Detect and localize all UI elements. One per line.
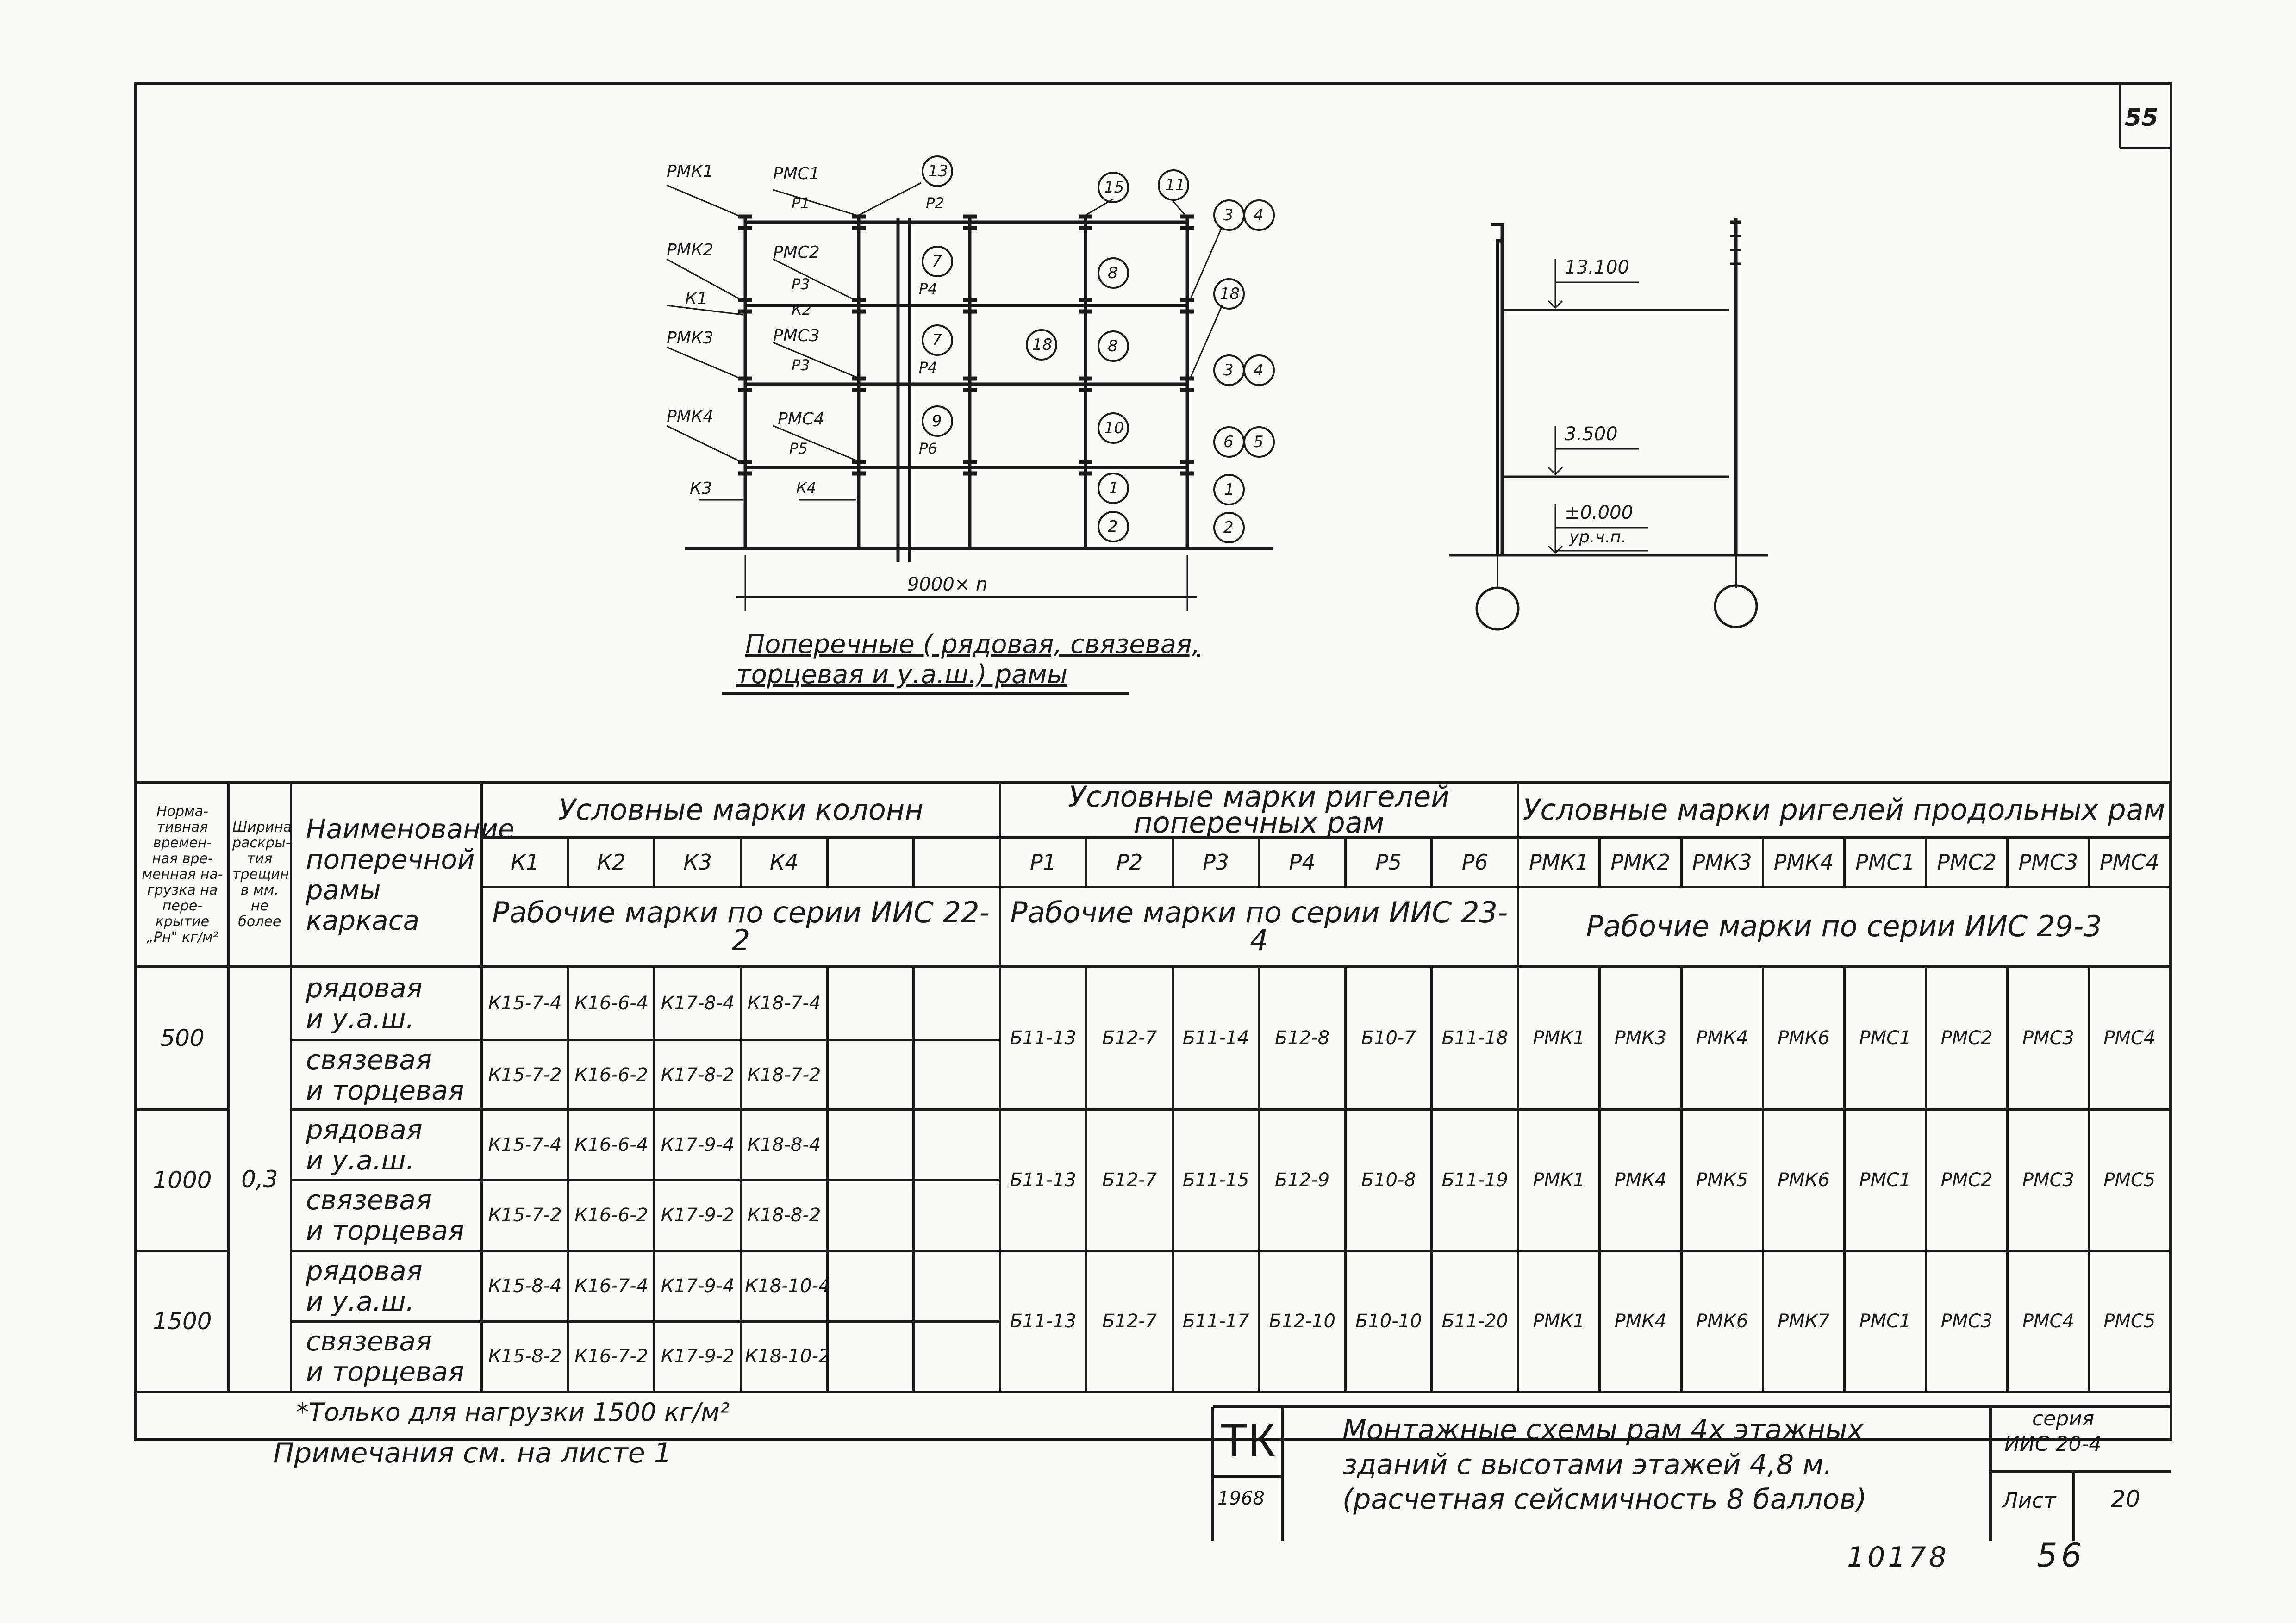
mark-k1: К1	[482, 837, 568, 887]
header-load: Норма-тивная времен-ная вре-менная на-грузка на пере-крытие „Рн" кг/м²	[137, 783, 229, 967]
table-cell: Б11-15	[1173, 1110, 1259, 1251]
label-r3-b: Р3	[792, 356, 810, 374]
table-cell: К16-7-4	[568, 1251, 655, 1321]
table-cell: К16-6-4	[568, 967, 655, 1040]
table-cell: К16-7-2	[568, 1321, 655, 1392]
title-line1: Монтажные схемы рам 4х этажных	[1342, 1414, 1864, 1446]
circle-3b: 3	[1223, 361, 1234, 379]
table-cell: К17-8-2	[655, 1040, 741, 1109]
label-rms1: РМС1	[773, 164, 820, 183]
table-cell: РМС1	[1844, 1251, 1926, 1392]
table-cell: Б11-19	[1432, 1110, 1518, 1251]
table-cell: К18-8-4	[741, 1110, 827, 1180]
mark-r2: Р2	[1086, 837, 1173, 887]
table-cell: РМК6	[1763, 967, 1844, 1110]
table-cell: Б11-13	[1000, 967, 1086, 1110]
header-column-marks: Условные марки колонн	[482, 783, 1000, 838]
table-cell: РМС1	[1844, 1110, 1926, 1251]
notes-reference: Примечания см. на листе 1	[273, 1437, 672, 1469]
mark-r5: Р5	[1345, 837, 1432, 887]
level-zero: ±0.000	[1565, 502, 1634, 523]
mark-empty-2	[914, 837, 1000, 887]
circle-13: 13	[928, 162, 948, 180]
frame-name: рядовая и у.а.ш.	[291, 1110, 482, 1180]
table-cell: Б12-8	[1259, 967, 1346, 1110]
table-cell: К18-10-4	[741, 1251, 827, 1321]
mark-rms2: РМС2	[1926, 837, 2008, 887]
table-cell	[827, 967, 914, 1040]
diagram-caption-line2: торцевая и у.а.ш.) рамы	[736, 659, 1068, 690]
table-cell: РМК3	[1600, 967, 1681, 1110]
table-cell: Б10-10	[1345, 1251, 1432, 1392]
table-cell: РМК6	[1763, 1110, 1844, 1251]
label-k4: К4	[796, 479, 817, 497]
table-cell: Б11-18	[1432, 967, 1518, 1110]
frame-name: связевая и торцевая	[291, 1321, 482, 1392]
table-cell: Б12-10	[1259, 1251, 1346, 1392]
mark-rms1: РМС1	[1844, 837, 1926, 887]
mark-r4: Р4	[1259, 837, 1346, 887]
load-1500: 1500	[137, 1251, 229, 1392]
table-cell: К18-8-2	[741, 1180, 827, 1250]
table-cell: К15-7-4	[482, 1110, 568, 1180]
label-k2: К2	[792, 301, 812, 318]
table-cell: Б12-7	[1086, 1110, 1173, 1251]
circle-4a: 4	[1254, 206, 1264, 224]
table-cell: РМС4	[2008, 1251, 2089, 1392]
mark-r1: Р1	[1000, 837, 1086, 887]
table-cell: РМК4	[1600, 1251, 1681, 1392]
table-cell: Б11-14	[1173, 967, 1259, 1110]
circle-15: 15	[1104, 178, 1124, 197]
table-cell	[914, 1110, 1000, 1180]
table-cell: РМК6	[1681, 1251, 1763, 1392]
mark-empty-1	[827, 837, 914, 887]
mark-k3: К3	[655, 837, 741, 887]
table-cell: РМС5	[2089, 1251, 2170, 1392]
table-cell	[827, 1180, 914, 1250]
table-cell: РМС3	[2008, 967, 2089, 1110]
circle-2a: 2	[1108, 517, 1118, 536]
frame-name: связевая и торцевая	[291, 1180, 482, 1250]
table-cell	[914, 1321, 1000, 1392]
mark-r6: Р6	[1432, 837, 1518, 887]
label-r1: Р1	[792, 194, 810, 212]
table-cell: РМК7	[1763, 1251, 1844, 1392]
header-cross-beam-marks: Условные марки ригелей поперечных рам	[1000, 783, 1518, 838]
mark-rmk3: РМК3	[1681, 837, 1763, 887]
circle-2b: 2	[1223, 518, 1234, 537]
table-cell: Б12-9	[1259, 1110, 1346, 1251]
table-cell: Б10-7	[1345, 967, 1432, 1110]
label-r3-a: Р3	[792, 275, 810, 293]
table-cell: Б12-7	[1086, 967, 1173, 1110]
table-cell	[827, 1321, 914, 1392]
table-cell: К17-8-4	[655, 967, 741, 1040]
mark-rmk2: РМК2	[1600, 837, 1681, 887]
table-cell: К17-9-4	[655, 1110, 741, 1180]
circle-18a: 18	[1032, 336, 1053, 354]
circle-7a: 7	[932, 252, 942, 271]
table-cell: К16-6-4	[568, 1110, 655, 1180]
table-cell: РМС1	[1844, 967, 1926, 1110]
frame-name: рядовая и у.а.ш.	[291, 967, 482, 1040]
circle-4b: 4	[1254, 361, 1264, 379]
level-ground-label: ур.ч.п.	[1569, 528, 1627, 547]
marks-table	[135, 781, 2171, 1393]
table-cell: РМК4	[1600, 1110, 1681, 1251]
header-crack-width: Ширина раскры-тия трещин в мм, не более	[229, 783, 291, 967]
table-cell: Б12-7	[1086, 1251, 1173, 1392]
table-cell: Б11-20	[1432, 1251, 1518, 1392]
circle-10: 10	[1104, 419, 1124, 437]
circle-1a: 1	[1109, 479, 1119, 497]
mark-r3: Р3	[1173, 837, 1259, 887]
table-cell: РМК1	[1518, 1110, 1600, 1251]
header-long-beam-marks: Условные марки ригелей продольных рам	[1518, 783, 2170, 838]
circle-18b: 18	[1220, 285, 1240, 303]
label-rms2: РМС2	[773, 243, 820, 262]
table-cell: К18-7-4	[741, 967, 827, 1040]
table-cell	[827, 1251, 914, 1321]
mark-rms3: РМС3	[2008, 837, 2089, 887]
mark-rmk4: РМК4	[1763, 837, 1844, 887]
level-13100: 13.100	[1565, 257, 1629, 278]
table-cell: РМК4	[1681, 967, 1763, 1110]
label-rmk3: РМК3	[667, 329, 714, 348]
circle-8a: 8	[1108, 264, 1118, 282]
label-k1: К1	[685, 289, 708, 308]
table-cell: Б10-8	[1345, 1110, 1432, 1251]
label-r5: Р5	[789, 440, 808, 457]
sheet-corner-number: 55	[2125, 104, 2159, 132]
table-cell: РМС4	[2089, 967, 2170, 1110]
circle-11: 11	[1165, 176, 1185, 194]
load-500: 500	[137, 967, 229, 1110]
level-3500: 3.500	[1565, 423, 1618, 445]
table-cell: К17-9-2	[655, 1180, 741, 1250]
circle-1b: 1	[1224, 480, 1235, 499]
table-cell: РМС3	[2008, 1110, 2089, 1251]
frame-name: рядовая и у.а.ш.	[291, 1251, 482, 1321]
table-cell: Б11-17	[1173, 1251, 1259, 1392]
mark-rms4: РМС4	[2089, 837, 2170, 887]
table-cell: К18-10-2	[741, 1321, 827, 1392]
dimension-label: 9000× n	[907, 574, 988, 595]
table-cell: К17-9-4	[655, 1251, 741, 1321]
table-cell: РМК1	[1518, 967, 1600, 1110]
table-cell: РМС3	[1926, 1251, 2008, 1392]
table-cell	[914, 1040, 1000, 1109]
label-r2: Р2	[926, 194, 944, 212]
series-value: ИИС 20-4	[2004, 1432, 2102, 1456]
table-cell: РМК5	[1681, 1110, 1763, 1251]
frame-name: связевая и торцевая	[291, 1040, 482, 1109]
crack-width-value: 0,3	[229, 967, 291, 1392]
table-cell: К16-6-2	[568, 1180, 655, 1250]
header-frame-name: Наименование поперечной рамы каркаса	[291, 783, 482, 967]
diagram-caption-line1: Поперечные ( рядовая, связевая,	[745, 629, 1200, 659]
mark-rmk1: РМК1	[1518, 837, 1600, 887]
work-marks-long-beams: Рабочие марки по серии ИИС 29-3	[1518, 887, 2170, 967]
label-r4-b: Р4	[919, 359, 937, 376]
label-rmk2: РМК2	[667, 241, 714, 260]
table-cell	[827, 1110, 914, 1180]
work-marks-columns: Рабочие марки по серии ИИС 22-2	[482, 887, 1000, 967]
table-cell: К17-9-2	[655, 1321, 741, 1392]
title-year: 1968	[1217, 1488, 1265, 1509]
sheet-label: Лист	[2002, 1488, 2056, 1513]
label-r4-a: Р4	[919, 280, 937, 298]
table-cell: РМС2	[1926, 1110, 2008, 1251]
table-cell: К15-7-2	[482, 1180, 568, 1250]
footnote: *Только для нагрузки 1500 кг/м²	[296, 1398, 730, 1427]
title-line2: зданий с высотами этажей 4,8 м.	[1342, 1449, 1833, 1481]
org-mark: ТК	[1220, 1414, 1275, 1466]
circle-8b: 8	[1108, 337, 1118, 355]
mark-k2: К2	[568, 837, 655, 887]
table-cell: РМС5	[2089, 1110, 2170, 1251]
table-cell: К15-8-4	[482, 1251, 568, 1321]
archive-page: 56	[2037, 1536, 2086, 1574]
circle-7b: 7	[932, 331, 942, 349]
circle-6: 6	[1223, 433, 1234, 451]
table-cell: Б11-13	[1000, 1251, 1086, 1392]
table-cell	[914, 967, 1000, 1040]
label-k3: К3	[690, 479, 712, 498]
mark-k4: К4	[741, 837, 827, 887]
label-rms4: РМС4	[778, 410, 824, 429]
series-label: серия	[2032, 1407, 2095, 1430]
work-marks-cross-beams: Рабочие марки по серии ИИС 23-4	[1000, 887, 1518, 967]
section-diagram	[0, 0, 2296, 694]
title-line3: (расчетная сейсмичность 8 баллов)	[1342, 1483, 1867, 1516]
table-cell: К18-7-2	[741, 1040, 827, 1109]
circle-9: 9	[932, 412, 942, 430]
label-rmk4: РМК4	[667, 407, 714, 426]
archive-number: 10178	[1847, 1541, 1949, 1573]
table-cell	[914, 1251, 1000, 1321]
label-r6: Р6	[919, 440, 937, 457]
table-cell	[914, 1180, 1000, 1250]
table-cell: Б11-13	[1000, 1110, 1086, 1251]
load-1000: 1000	[137, 1110, 229, 1251]
table-cell: К15-7-4	[482, 967, 568, 1040]
label-rmk1: РМК1	[667, 162, 714, 181]
label-rms3: РМС3	[773, 326, 820, 345]
table-cell: К15-8-2	[482, 1321, 568, 1392]
table-cell: РМК1	[1518, 1251, 1600, 1392]
circle-5: 5	[1254, 433, 1264, 451]
table-cell: РМС2	[1926, 967, 2008, 1110]
table-cell	[827, 1040, 914, 1109]
sheet-value: 20	[2111, 1486, 2140, 1512]
table-cell: К15-7-2	[482, 1040, 568, 1109]
circle-3a: 3	[1223, 206, 1234, 224]
table-cell: К16-6-2	[568, 1040, 655, 1109]
